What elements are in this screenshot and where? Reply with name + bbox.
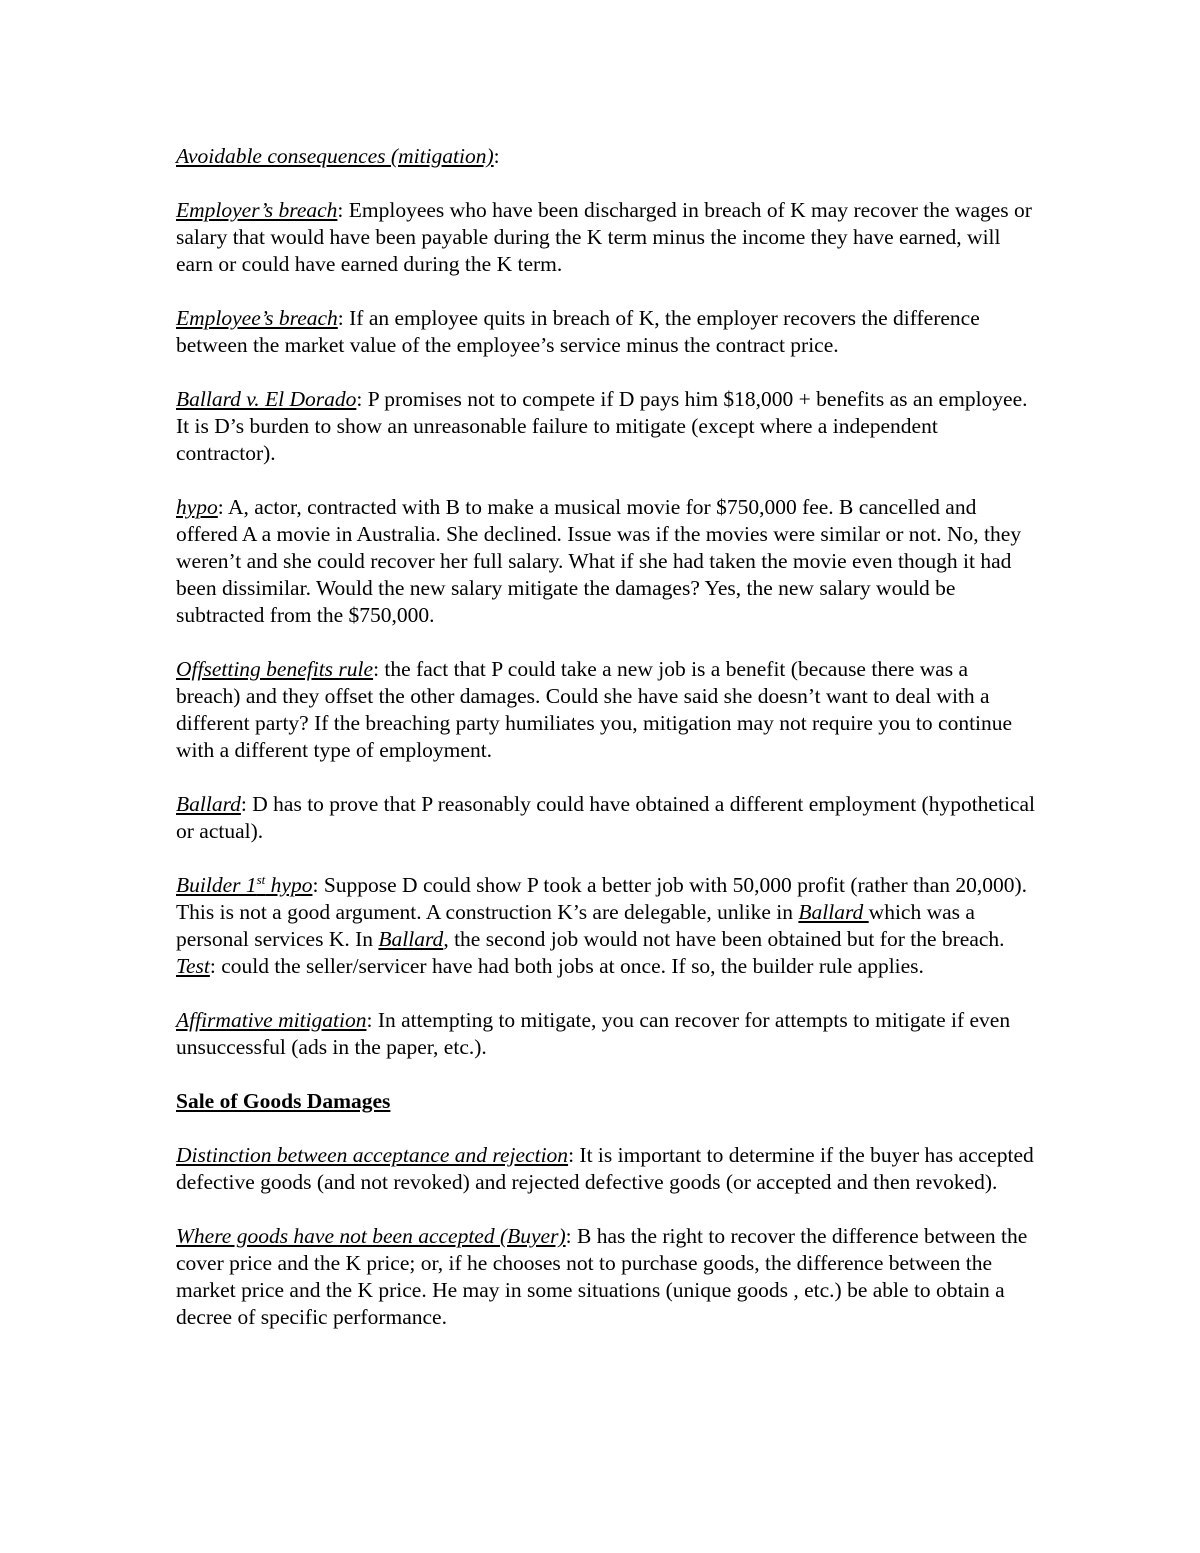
- paragraph-text: : D has to prove that P reasonably could have obtained a different employment (hypothetical or actual).: [176, 792, 1035, 843]
- paragraph-avoidable-consequences: [176, 143, 1036, 170]
- paragraph-text: : B has the right to recover the difference between the cover price and the K price; or, if he chooses not to purchase goods, the difference between the market price and the K price. He may in some situations (unique goods , etc.) be able to obtain a decree of specific performance.: [176, 1224, 1028, 1329]
- paragraph-text: : P promises not to compete if D pays him $18,000 + benefits as an employee. It is D’s burden to show an unreasonable failure to mitigate (except where a independent contractor).: [176, 387, 1028, 465]
- term-ballard-v-el-dorado: Ballard v. El Dorado: [176, 387, 357, 411]
- term-offsetting-benefits-rule: Offsetting benefits rule: [176, 657, 374, 681]
- term-avoidable-consequences: Avoidable consequences (mitigation): [176, 144, 494, 168]
- paragraph-ballard: [176, 791, 1036, 845]
- paragraph-employers-breach: [176, 197, 1036, 278]
- paragraph-ballard-v-el-dorado: [176, 386, 1036, 467]
- paragraph-text: : In attempting to mitigate, you can recover for attempts to mitigate if even unsuccessful (ads in the paper, etc.).: [176, 1008, 1011, 1059]
- term-builder-first-hypo: [176, 873, 312, 897]
- document-body: [176, 143, 1036, 1358]
- paragraph-employees-breach: [176, 305, 1036, 359]
- term-employees-breach: Employee’s breach: [176, 306, 338, 330]
- case-reference-ballard: Ballard: [798, 900, 869, 924]
- paragraph-builder-hypo: [176, 872, 1036, 980]
- term-acceptance-rejection: Distinction between acceptance and rejection: [176, 1143, 569, 1167]
- paragraph-acceptance-rejection: [176, 1142, 1036, 1196]
- paragraph-goods-not-accepted: [176, 1223, 1036, 1331]
- section-heading-sale-of-goods: Sale of Goods Damages: [176, 1089, 391, 1113]
- case-reference-ballard: Ballard: [378, 927, 444, 951]
- paragraph-hypo: [176, 494, 1036, 629]
- term-affirmative-mitigation: Affirmative mitigation: [176, 1008, 367, 1032]
- term-goods-not-accepted: Where goods have not been accepted (Buyer): [176, 1224, 566, 1248]
- term-hypo: hypo: [176, 495, 218, 519]
- paragraph-text: : Suppose D could show P took a better job with 50,000 profit (rather than 20,000). This is not a good argument. A construction K’s are delegable, unlike in: [176, 873, 1028, 924]
- paragraph-text: : could the seller/servicer have had both jobs at once. If so, the builder rule applies.: [209, 954, 924, 978]
- paragraph-text: :: [493, 144, 500, 168]
- paragraph-offsetting-benefits: [176, 656, 1036, 764]
- paragraph-text: : Employees who have been discharged in breach of K may recover the wages or salary that would have been payable during the K term minus the income they have earned, will earn or could have earned during the K term.: [176, 198, 1032, 276]
- term-builder-superscript: st: [256, 871, 266, 887]
- paragraph-text: : It is important to determine if the buyer has accepted defective goods (and not revoked) and rejected defective goods (or accepted and then revoked).: [176, 1143, 1034, 1194]
- term-ballard: Ballard: [176, 792, 241, 816]
- paragraph-affirmative-mitigation: [176, 1007, 1036, 1061]
- term-test: Test: [176, 954, 210, 978]
- paragraph-text: : A, actor, contracted with B to make a musical movie for $750,000 fee. B cancelled and offered A a movie in Australia. She declined. Issue was if the movies were similar or not. No, they weren’t and she could recover her full salary. What if she had taken the movie even though it had been dissimilar. Would the new salary mitigate the damages? Yes, the new salary would be subtracted from the $750,000.: [176, 495, 1022, 627]
- term-builder-text: Builder 1: [176, 873, 257, 897]
- term-builder-hypo-text: hypo: [265, 873, 313, 897]
- paragraph-text: : If an employee quits in breach of K, the employer recovers the difference between the market value of the employee’s service minus the contract price.: [176, 306, 980, 357]
- term-employers-breach: Employer’s breach: [176, 198, 338, 222]
- paragraph-text: : the fact that P could take a new job is a benefit (because there was a breach) and they offset the other damages. Could she have said she doesn’t want to deal with a different party? If the breaching party humiliates you, mitigation may not require you to continue with a different type of employment.: [176, 657, 1013, 762]
- paragraph-text: which was a personal services K. In: [176, 900, 975, 951]
- paragraph-text: , the second job would not have been obtained but for the breach.: [443, 927, 1005, 951]
